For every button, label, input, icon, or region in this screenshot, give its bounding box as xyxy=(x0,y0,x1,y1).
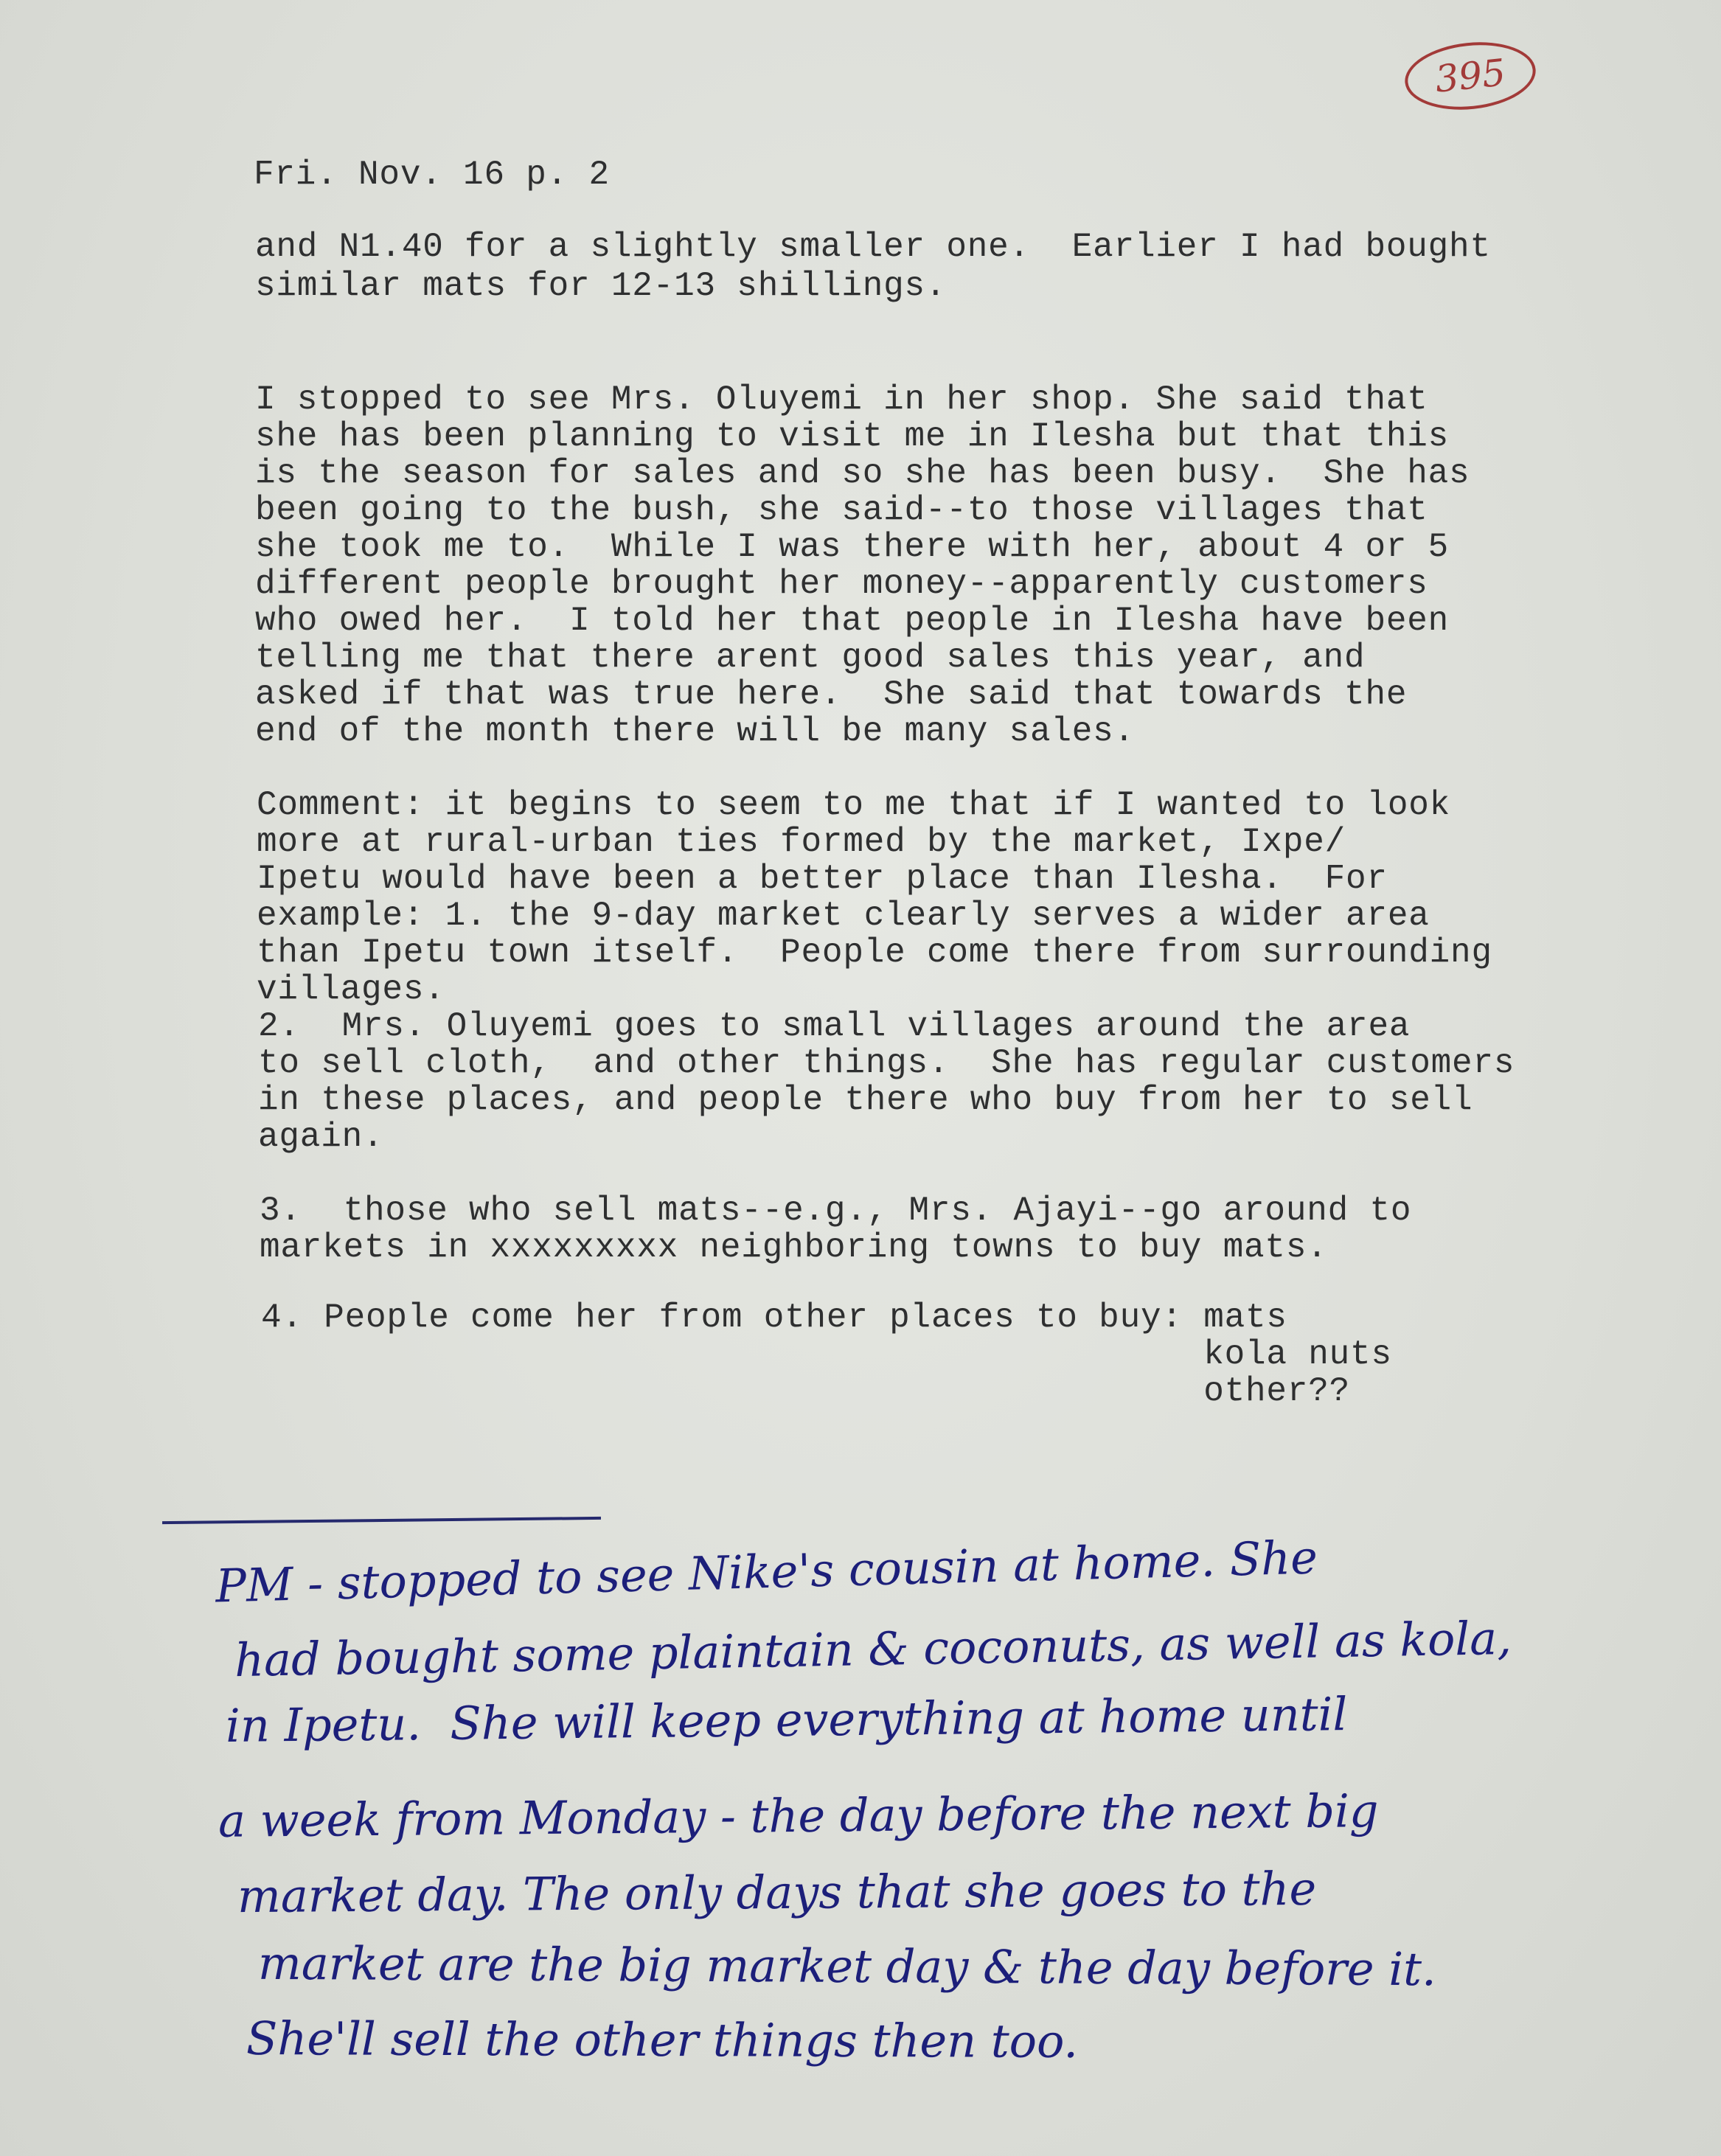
typed-line: other?? xyxy=(261,1372,1351,1411)
typed-line: 4. People come her from other places to buy: mats xyxy=(261,1298,1287,1337)
typed-line: asked if that was true here. She said that towards the xyxy=(255,675,1408,714)
typed-line: to sell cloth, and other things. She has regular customers xyxy=(258,1044,1515,1082)
typed-line: kola nuts xyxy=(261,1335,1392,1374)
typed-line: different people brought her money--apparently customers xyxy=(255,565,1428,603)
typed-line: end of the month there will be many sales. xyxy=(255,712,1135,751)
typed-line: Ipetu would have been a better place than Ilesha. For xyxy=(257,860,1388,898)
typed-line: she has been planning to visit me in Ilesha but that this xyxy=(255,417,1450,456)
typed-line: is the season for sales and so she has been busy. She has xyxy=(255,454,1470,493)
typed-line: more at rural-urban ties formed by the market, Ixpe/ xyxy=(257,823,1346,861)
handwritten-line: market are the big market day & the day before it. xyxy=(257,1936,1436,1997)
typed-line: been going to the bush, she said--to those villages that xyxy=(255,491,1428,529)
typed-line: she took me to. While I was there with her, about 4 or 5 xyxy=(255,528,1450,566)
handwritten-line: PM - stopped to see Nike's cousin at home. She xyxy=(215,1530,1318,1613)
page-number-stamp: 395 xyxy=(1402,36,1539,116)
typed-line: Comment: it begins to seem to me that if I wanted to look xyxy=(257,786,1451,824)
handwritten-line: had bought some plaintain & coconuts, as well as kola, xyxy=(234,1610,1512,1688)
handwritten-line: market day. The only days that she goes to the xyxy=(237,1861,1317,1924)
handwritten-line: in Ipetu. She will keep everything at home until xyxy=(225,1687,1348,1753)
typed-line: similar mats for 12-13 shillings. xyxy=(255,267,947,305)
typed-line: 3. those who sell mats--e.g., Mrs. Ajayi--go around to xyxy=(260,1192,1412,1230)
typed-line: than Ipetu town itself. People come there from surrounding xyxy=(257,933,1492,972)
typed-line: in these places, and people there who buy from her to sell xyxy=(258,1081,1473,1119)
handwritten-rule xyxy=(162,1517,601,1524)
typed-line: markets in xxxxxxxxx neighboring towns to buy mats. xyxy=(260,1228,1328,1267)
typed-line: villages. xyxy=(257,970,445,1009)
handwritten-line: She'll sell the other things then too. xyxy=(246,2011,1079,2068)
typed-line: again. xyxy=(258,1118,384,1156)
typed-line: example: 1. the 9-day market clearly serves a wider area xyxy=(257,897,1430,935)
typed-line: telling me that there arent good sales this year, and xyxy=(255,639,1366,677)
typed-line: I stopped to see Mrs. Oluyemi in her shop. She said that xyxy=(255,380,1428,419)
handwritten-line: a week from Monday - the day before the next big xyxy=(218,1784,1379,1848)
typed-line: who owed her. I told her that people in Ilesha have been xyxy=(255,602,1450,640)
page-header: Fri. Nov. 16 p. 2 xyxy=(254,156,610,194)
typed-line: and N1.40 for a slightly smaller one. Earlier I had bought xyxy=(255,228,1491,266)
typed-line: 2. Mrs. Oluyemi goes to small villages around the area xyxy=(258,1007,1411,1046)
